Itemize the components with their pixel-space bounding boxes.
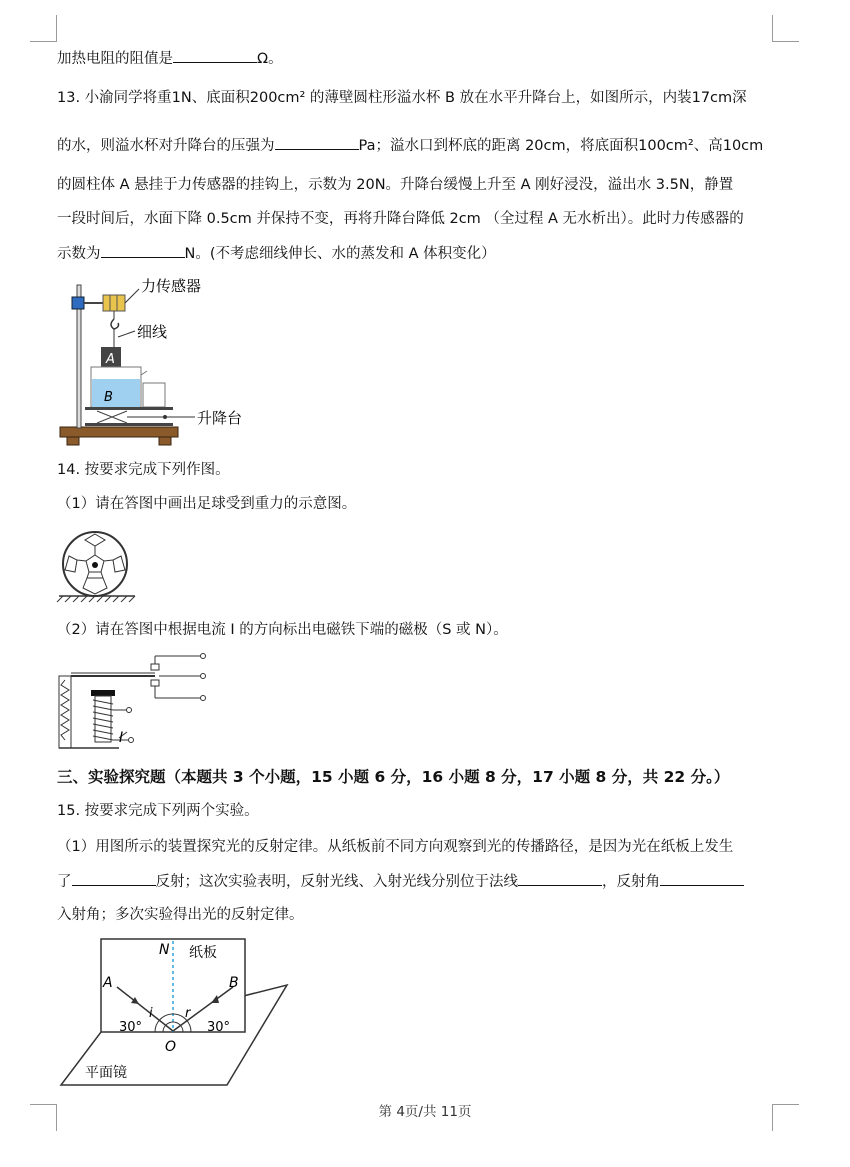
small-beaker	[143, 383, 165, 407]
q15: 15. 按要求完成下列两个实验。	[57, 803, 259, 819]
corner-mark	[772, 15, 799, 42]
force-sensor-figure	[55, 275, 275, 450]
section-3-heading: 三、实验探究题（本题共 3 个小题，15 小题 6 分，16 小题 8 分，17 小题 8 分，共 22 分。）	[57, 768, 730, 786]
electromagnet-figure	[55, 650, 215, 760]
answer-blank[interactable]	[660, 871, 744, 886]
q13-line-1: 13. 小渝同学将重1N、底面积200cm² 的薄壁圆柱形溢水杯 B 放在水平升降台上，如图所示，内装17cm深	[57, 90, 747, 106]
q15-1-line-1: （1）用图所示的装置探究光的反射定律。从纸板前不同方向观察到光的传播路径，是因为光在纸板上发生	[57, 839, 734, 855]
svg-text:30°: 30°	[119, 1020, 143, 1035]
answer-blank[interactable]	[72, 871, 156, 886]
corner-mark	[30, 15, 57, 42]
page-footer: 第 4页/共 11页	[378, 1104, 472, 1120]
q13-line-5: 示数为 N。(不考虑细线伸长、水的蒸发和 A 体积变化）	[57, 243, 496, 264]
svg-text:B: B	[229, 975, 239, 991]
svg-text:N: N	[159, 942, 170, 958]
svg-text:i: i	[149, 1006, 153, 1021]
svg-text:30°: 30°	[207, 1020, 231, 1035]
q15-1-line-3: 入射角；多次实验得出光的反射定律。	[57, 907, 304, 923]
q14-2: （2）请在答图中根据电流 I 的方向标出电磁铁下端的磁极（S 或 N）。	[57, 622, 508, 638]
answer-blank[interactable]	[173, 48, 257, 63]
answer-blank[interactable]	[518, 871, 602, 886]
svg-text:B: B	[104, 390, 113, 405]
q12-tail: 加热电阻的阻值是 Ω。	[57, 48, 283, 69]
svg-text:升降台: 升降台	[197, 409, 243, 427]
svg-text:I: I	[119, 730, 124, 746]
clamp	[72, 297, 84, 309]
q13-line-2: 的水，则溢水杯对升降台的压强为 Pa；溢水口到杯底的距离 20cm，将底面积100cm²、高10cm	[57, 135, 763, 156]
svg-text:A: A	[106, 352, 115, 367]
q14: 14. 按要求完成下列作图。	[57, 462, 230, 478]
svg-text:纸板: 纸板	[189, 945, 217, 961]
football-figure	[55, 528, 145, 606]
svg-text:平面镜: 平面镜	[85, 1065, 127, 1081]
svg-text:r: r	[185, 1006, 191, 1021]
q13-line-4: 一段时间后，水面下降 0.5cm 并保持不变，再将升降台降低 2cm （全过程 A 无水析出）。此时力传感器的	[57, 211, 744, 227]
answer-blank[interactable]	[101, 243, 185, 258]
answer-blank[interactable]	[275, 135, 359, 150]
q13-line-3: 的圆柱体 A 悬挂于力传感器的挂钩上，示数为 20N。升降台缓慢上升至 A 刚好浸没，溢出水 3.5N，静置	[57, 177, 734, 193]
svg-text:力传感器: 力传感器	[141, 277, 202, 295]
iron-core-top	[91, 690, 115, 696]
q14-1: （1）请在答图中画出足球受到重力的示意图。	[57, 496, 357, 512]
q15-1-line-2: 了 反射；这次实验表明，反射光线、入射光线分别位于法线 ，反射角	[57, 871, 744, 892]
svg-text:O: O	[165, 1039, 177, 1055]
force-sensor	[103, 295, 125, 311]
lift-platform	[85, 407, 173, 410]
water	[92, 379, 140, 407]
svg-text:细线: 细线	[137, 323, 168, 341]
svg-text:A: A	[103, 975, 113, 991]
reflection-figure	[55, 935, 295, 1090]
